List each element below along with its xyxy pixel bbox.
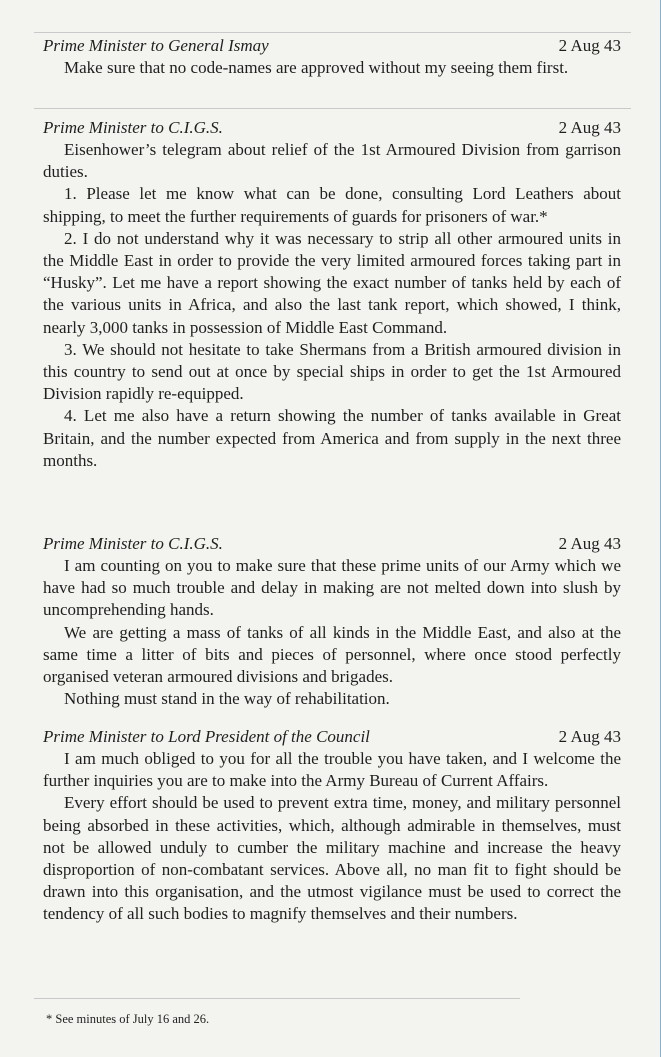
minute-header [43, 117, 621, 139]
minute-paragraph: Nothing must stand in the way of rehabilitation. [64, 689, 390, 709]
minute-addressee: Prime Minister to C.I.G.S. [43, 118, 223, 137]
minute-paragraph: Make sure that no code-names are approved without my seeing them first. [64, 58, 569, 77]
minute-header [43, 726, 621, 748]
section-rule [34, 108, 631, 109]
minute-paragraph: I am counting on you to make sure that these prime units of our Army which we have had so much trouble and delay in making are not melted down into slush by uncomprehending hands. [43, 556, 621, 620]
minute-addressee: Prime Minister to Lord President of the Council [43, 727, 370, 746]
minute-header [43, 35, 621, 57]
minute-paragraph: We are getting a mass of tanks of all kinds in the Middle East, and also at the same time a litter of bits and pieces of personnel, where once stood perfectly organised veteran armoured divisions and brigades. [43, 622, 621, 687]
minute-header [43, 533, 621, 555]
minute-paragraph: Every effort should be used to prevent extra time, money, and military personnel being absorbed in these activities, which, although admirable in themselves, must not be allowed unduly to cumber the military machine and increase the heavy disproportion of non-combatant services. Above all, no man fit to fight should be drawn into this organisation, and the utmost vigilance must be used to correct the tendency of all such bodies to magnify themselves and their numbers. [43, 793, 621, 924]
footnote-rule [34, 998, 520, 999]
minute-paragraph: 4. Let me also have a return showing the number of tanks available in Great Britain, and the number expected from America and from supply in the next three months. [43, 406, 621, 470]
minute-cigs-2 [43, 533, 621, 710]
minute-date: 2 Aug 43 [558, 534, 621, 553]
minute-ismay [43, 35, 621, 79]
minute-paragraph: 1. Please let me know what can be done, consulting Lord Leathers about shipping, to meet the further requirements of guards for prisoners of war.* [43, 184, 621, 226]
minute-cigs-1 [43, 117, 621, 472]
minute-paragraph: I am much obliged to you for all the trouble you have taken, and I welcome the further inquiries you are to make into the Army Bureau of Current Affairs. [43, 749, 621, 791]
minute-paragraph: 3. We should not hesitate to take Shermans from a British armoured division in this country to send out at once by special ships in order to get the 1st Armoured Division rapidly re-equipped. [43, 339, 621, 404]
section-rule [34, 32, 631, 33]
minute-date: 2 Aug 43 [558, 36, 621, 55]
minute-date: 2 Aug 43 [558, 727, 621, 746]
minute-addressee: Prime Minister to General Ismay [43, 36, 269, 55]
minute-date: 2 Aug 43 [558, 118, 621, 137]
footnote: * See minutes of July 16 and 26. [46, 1012, 210, 1026]
minute-lord-president [43, 726, 621, 926]
minute-paragraph: Eisenhower’s telegram about relief of the 1st Armoured Division from garrison duties. [43, 140, 621, 182]
minute-addressee: Prime Minister to C.I.G.S. [43, 534, 223, 553]
minute-paragraph: 2. I do not understand why it was necessary to strip all other armoured units in the Middle East in order to provide the very limited armoured forces taking part in “Husky”. Let me have a report showing the exact number of tanks held by each of the various units in Africa, and also the last tank report, which showed, I think, nearly 3,000 tanks in possession of Middle East Command. [43, 228, 621, 337]
